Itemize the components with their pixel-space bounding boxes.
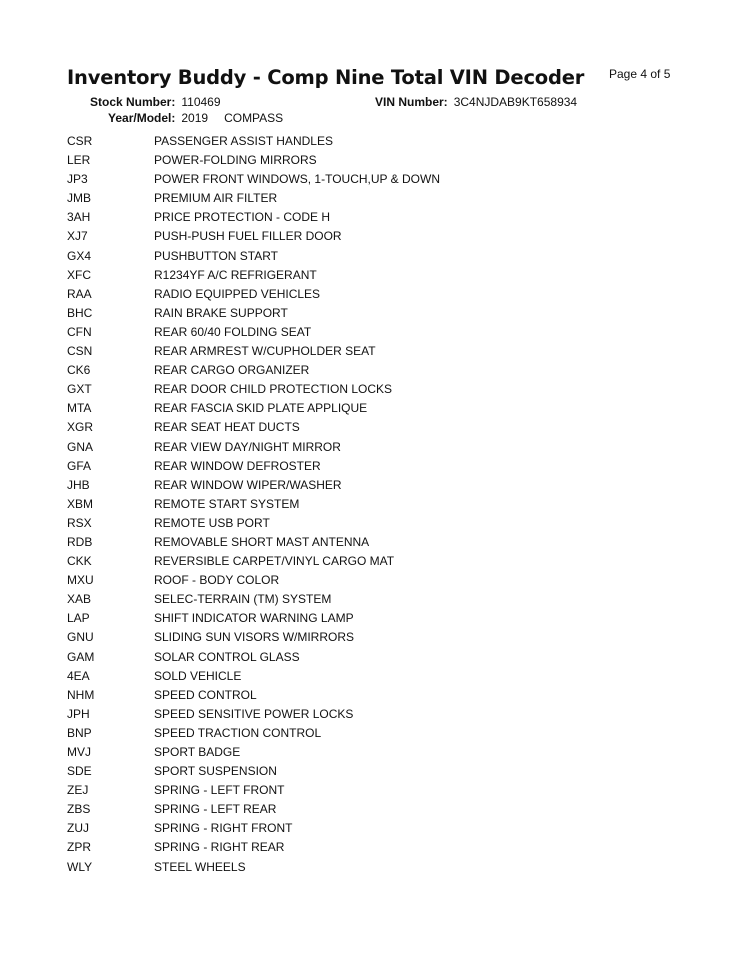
option-description: REAR CARGO ORGANIZER [154,363,310,378]
option-description: SHIFT INDICATOR WARNING LAMP [154,611,354,626]
page-title: Inventory Buddy - Comp Nine Total VIN Decoder [67,66,585,89]
option-code: ZUJ [67,821,89,836]
option-code: JHB [67,477,90,492]
stock-number [90,95,221,109]
option-description: SOLD VEHICLE [154,668,242,683]
option-description: REAR VIEW DAY/NIGHT MIRROR [154,439,341,454]
option-description: PREMIUM AIR FILTER [154,191,278,206]
option-description: STEEL WHEELS [154,859,246,874]
option-code: MTA [67,401,92,416]
option-code: GXT [67,382,92,397]
option-code: ZEJ [67,783,89,798]
option-description: SPRING - RIGHT FRONT [154,821,293,836]
option-description: REAR WINDOW WIPER/WASHER [154,477,342,492]
option-description: REAR FASCIA SKID PLATE APPLIQUE [154,401,368,416]
year-model [108,111,283,125]
option-code: BNP [67,725,92,740]
option-code: ZBS [67,802,91,817]
option-description: REMOTE START SYSTEM [154,496,300,511]
option-code: CK6 [67,363,91,378]
option-code: RAA [67,286,92,301]
option-description: SPEED SENSITIVE POWER LOCKS [154,706,354,721]
vin-number [375,95,577,109]
vin-number-label: VIN Number: [375,95,448,109]
option-code: 4EA [67,668,90,683]
option-code: XJ7 [67,229,88,244]
option-code: LER [67,153,91,168]
option-code: BHC [67,305,93,320]
stock-number-label: Stock Number: [90,95,176,109]
option-code: CSR [67,134,93,148]
option-description: REAR ARMREST W/CUPHOLDER SEAT [154,344,376,359]
option-code: GFA [67,458,92,473]
option-description: POWER FRONT WINDOWS, 1-TOUCH,UP & DOWN [154,172,441,187]
option-description: SLIDING SUN VISORS W/MIRRORS [154,630,355,645]
option-code: CFN [67,324,92,339]
option-description: RADIO EQUIPPED VEHICLES [154,286,321,301]
vin-number-value: 3C4NJDAB9KT658934 [453,95,578,109]
page-number: Page 4 of 5 [609,67,671,81]
option-code: XBM [67,496,94,511]
option-description: REAR WINDOW DEFROSTER [154,458,321,473]
year-value: 2019 [181,111,209,125]
option-code: GX4 [67,248,92,263]
option-description: ROOF - BODY COLOR [154,573,280,588]
stock-number-value: 110469 [181,95,221,109]
option-code: MVJ [67,745,91,759]
option-description: SELEC-TERRAIN (TM) SYSTEM [154,592,332,607]
option-description: REAR DOOR CHILD PROTECTION LOCKS [154,382,393,397]
option-description: REMOTE USB PORT [154,515,270,530]
option-description: REAR SEAT HEAT DUCTS [154,420,300,435]
option-description: SPRING - LEFT REAR [154,802,277,817]
option-code: MXU [67,573,94,588]
option-code: GAM [67,649,95,664]
option-description: PUSHBUTTON START [154,248,279,263]
option-code: GNA [67,439,94,454]
option-code: XFC [67,267,91,282]
option-code: JP3 [67,172,88,187]
option-description: REVERSIBLE CARPET/VINYL CARGO MAT [154,554,395,569]
option-description: SPORT SUSPENSION [154,764,277,779]
option-description: REMOVABLE SHORT MAST ANTENNA [154,534,370,549]
option-description: R1234YF A/C REFRIGERANT [154,267,317,282]
option-code: 3AH [67,210,91,225]
option-description: PUSH-PUSH FUEL FILLER DOOR [154,229,342,244]
option-description: SPRING - RIGHT REAR [154,840,285,855]
option-code: XAB [67,592,92,607]
option-description: RAIN BRAKE SUPPORT [154,305,288,320]
option-description: REAR 60/40 FOLDING SEAT [154,324,312,339]
option-code: RSX [67,515,92,530]
option-code: CSN [67,344,93,359]
option-description: PRICE PROTECTION - CODE H [154,210,331,225]
option-description: SPEED TRACTION CONTROL [154,725,322,740]
option-code: RDB [67,534,93,549]
option-code: GNU [67,630,94,645]
option-code: LAP [67,611,90,626]
option-description: SOLAR CONTROL GLASS [154,649,300,664]
option-description: SPEED CONTROL [154,687,257,702]
option-code: JPH [67,706,90,721]
option-code: ZPR [67,840,91,855]
model-value: COMPASS [224,111,284,125]
option-description: PASSENGER ASSIST HANDLES [154,134,333,148]
option-code: JMB [67,191,91,206]
option-code: NHM [67,687,95,702]
option-code: CKK [67,554,92,569]
option-description: POWER-FOLDING MIRRORS [154,153,317,168]
option-description: SPORT BADGE [154,745,241,759]
option-code: XGR [67,420,94,435]
option-code: SDE [67,764,92,779]
year-model-label: Year/Model: [108,111,176,125]
option-code: WLY [67,859,93,874]
option-description: SPRING - LEFT FRONT [154,783,285,798]
